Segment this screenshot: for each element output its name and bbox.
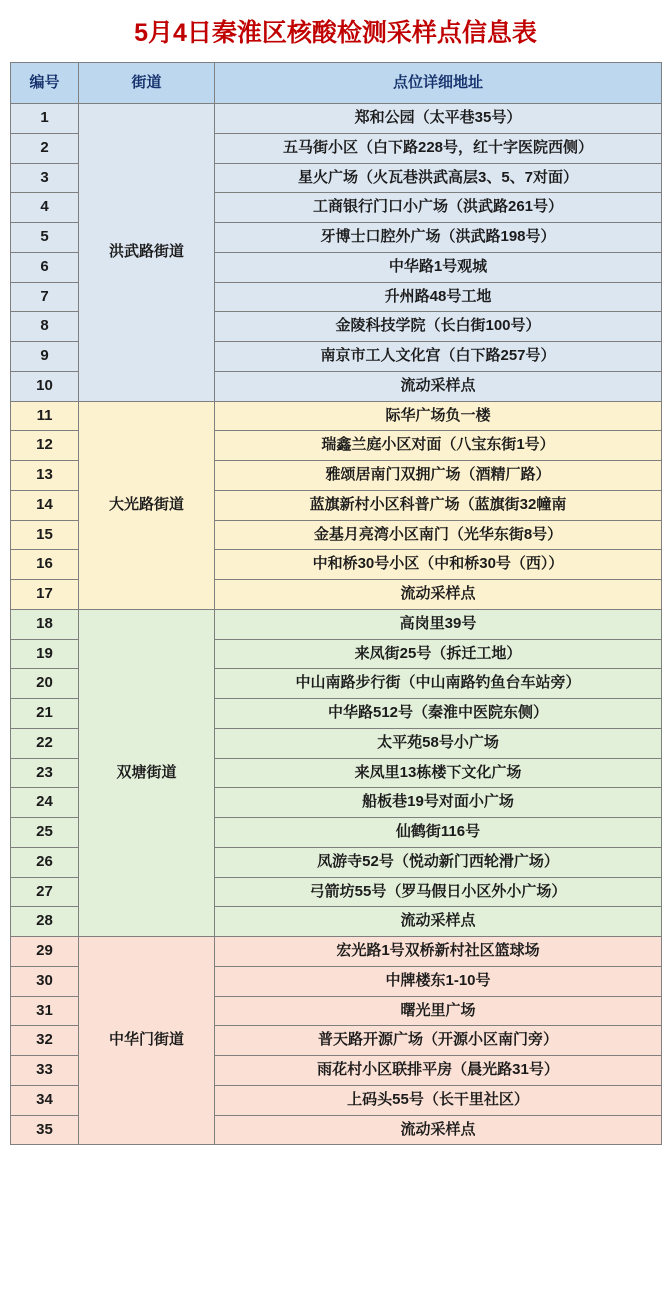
cell-no: 4 [11, 193, 79, 223]
cell-no: 6 [11, 252, 79, 282]
cell-no: 24 [11, 788, 79, 818]
table-header [11, 63, 662, 104]
page-title: 5月4日秦淮区核酸检测采样点信息表 [134, 19, 537, 47]
column-header-street: 街道 [79, 63, 215, 104]
cell-no: 16 [11, 550, 79, 580]
cell-address: 中和桥30号小区（中和桥30号（西）） [215, 550, 662, 580]
cell-address: 高岗里39号 [215, 609, 662, 639]
cell-no: 28 [11, 907, 79, 937]
cell-address: 中华路512号（秦淮中医院东侧） [215, 699, 662, 729]
cell-street: 双塘街道 [79, 609, 215, 936]
table-row [11, 104, 662, 134]
column-header-address: 点位详细地址 [215, 63, 662, 104]
cell-address: 船板巷19号对面小广场 [215, 788, 662, 818]
cell-no: 11 [11, 401, 79, 431]
cell-no: 1 [11, 104, 79, 134]
cell-address: 上码头55号（长干里社区） [215, 1085, 662, 1115]
cell-address: 郑和公园（太平巷35号） [215, 104, 662, 134]
cell-address: 来凤街25号（拆迁工地） [215, 639, 662, 669]
cell-no: 3 [11, 163, 79, 193]
cell-no: 33 [11, 1056, 79, 1086]
column-header-no: 编号 [11, 63, 79, 104]
cell-no: 14 [11, 490, 79, 520]
cell-no: 32 [11, 1026, 79, 1056]
cell-no: 7 [11, 282, 79, 312]
cell-no: 19 [11, 639, 79, 669]
cell-address: 中华路1号观城 [215, 252, 662, 282]
cell-no: 17 [11, 580, 79, 610]
cell-address: 五马街小区（白下路228号，红十字医院西侧） [215, 133, 662, 163]
cell-address: 升州路48号工地 [215, 282, 662, 312]
cell-address: 星火广场（火瓦巷洪武高层3、5、7对面） [215, 163, 662, 193]
cell-address: 中牌楼东1-10号 [215, 966, 662, 996]
cell-address: 流动采样点 [215, 1115, 662, 1145]
table-row [11, 937, 662, 967]
cell-no: 26 [11, 847, 79, 877]
cell-no: 25 [11, 818, 79, 848]
cell-address: 凤游寺52号（悦动新门西轮滑广场） [215, 847, 662, 877]
cell-no: 15 [11, 520, 79, 550]
cell-address: 弓箭坊55号（罗马假日小区外小广场） [215, 877, 662, 907]
cell-address: 宏光路1号双桥新村社区篮球场 [215, 937, 662, 967]
cell-address: 金基月亮湾小区南门（光华东街8号） [215, 520, 662, 550]
cell-no: 5 [11, 223, 79, 253]
cell-address: 仙鹤街116号 [215, 818, 662, 848]
cell-no: 34 [11, 1085, 79, 1115]
table-body [11, 104, 662, 1145]
cell-address: 流动采样点 [215, 371, 662, 401]
cell-address: 普天路开源广场（开源小区南门旁） [215, 1026, 662, 1056]
cell-address: 曙光里广场 [215, 996, 662, 1026]
cell-address: 中山南路步行街（中山南路钓鱼台车站旁） [215, 669, 662, 699]
cell-no: 27 [11, 877, 79, 907]
cell-no: 20 [11, 669, 79, 699]
cell-address: 工商银行门口小广场（洪武路261号） [215, 193, 662, 223]
sampling-points-table [10, 62, 662, 1145]
table-header-row [11, 63, 662, 104]
cell-street: 中华门街道 [79, 937, 215, 1145]
cell-no: 2 [11, 133, 79, 163]
cell-no: 9 [11, 342, 79, 372]
cell-no: 35 [11, 1115, 79, 1145]
cell-street: 大光路街道 [79, 401, 215, 609]
cell-address: 流动采样点 [215, 580, 662, 610]
cell-address: 瑞鑫兰庭小区对面（八宝东街1号） [215, 431, 662, 461]
cell-address: 牙博士口腔外广场（洪武路198号） [215, 223, 662, 253]
cell-street: 洪武路街道 [79, 104, 215, 402]
cell-no: 10 [11, 371, 79, 401]
cell-no: 8 [11, 312, 79, 342]
cell-address: 雨花村小区联排平房（晨光路31号） [215, 1056, 662, 1086]
cell-address: 来凤里13栋楼下文化广场 [215, 758, 662, 788]
cell-address: 太平苑58号小广场 [215, 728, 662, 758]
cell-address: 雅颂居南门双拥广场（酒精厂路） [215, 461, 662, 491]
cell-address: 流动采样点 [215, 907, 662, 937]
cell-no: 21 [11, 699, 79, 729]
cell-no: 29 [11, 937, 79, 967]
table-row [11, 401, 662, 431]
cell-no: 18 [11, 609, 79, 639]
cell-no: 23 [11, 758, 79, 788]
cell-no: 12 [11, 431, 79, 461]
cell-no: 13 [11, 461, 79, 491]
cell-no: 31 [11, 996, 79, 1026]
cell-address: 南京市工人文化宫（白下路257号） [215, 342, 662, 372]
cell-address: 金陵科技学院（长白街100号） [215, 312, 662, 342]
cell-no: 22 [11, 728, 79, 758]
cell-no: 30 [11, 966, 79, 996]
table-row [11, 609, 662, 639]
cell-address: 际华广场负一楼 [215, 401, 662, 431]
cell-address: 蓝旗新村小区科普广场（蓝旗街32幢南 [215, 490, 662, 520]
